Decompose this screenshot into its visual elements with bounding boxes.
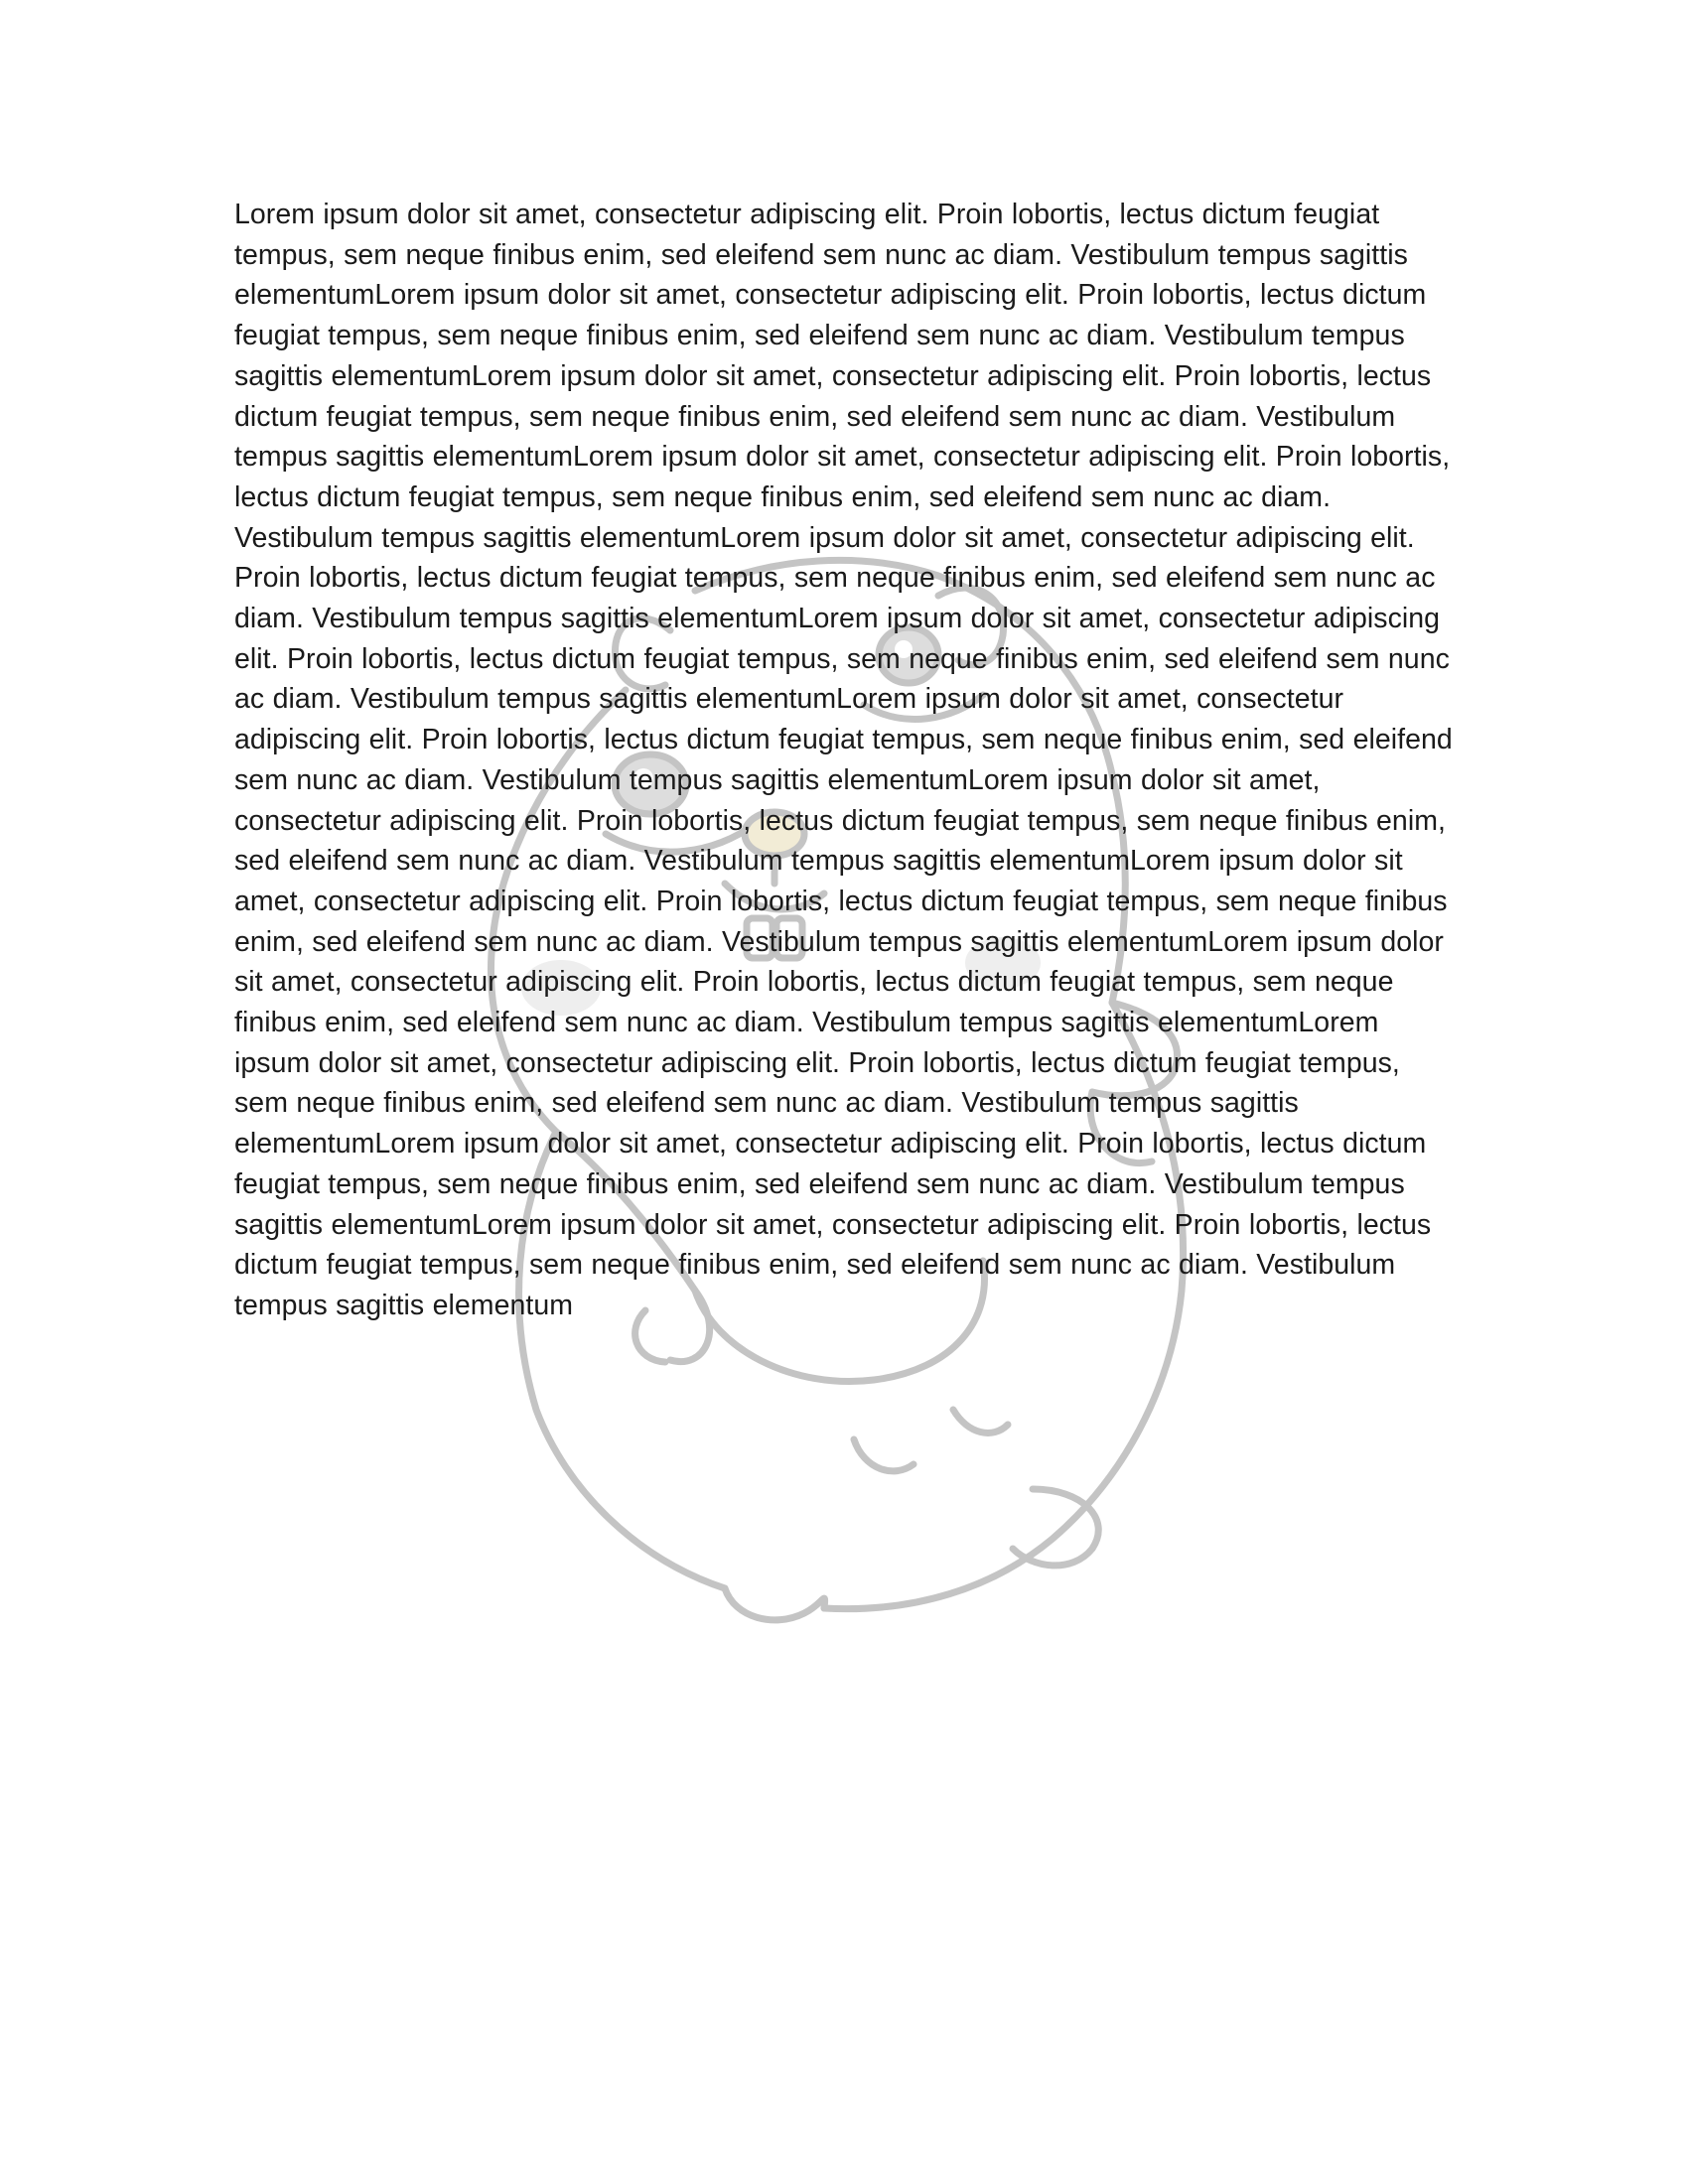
body-paragraph: Lorem ipsum dolor sit amet, consectetur adipiscing elit. Proin lobortis, lectus dictum feugiat tempus, sem neque finibus enim, sed eleifend sem nunc ac diam. Vestibulum tempus sagittis elementumLorem ipsum dolor sit amet, consectetur adipiscing elit. Proin lobortis, lectus dictum feugiat tempus, sem neque finibus enim, sed eleifend sem nunc ac diam. Vestibulum tempus sagittis elementumLorem ipsum dolor sit amet, consectetur adipiscing elit. Proin lobortis, lectus dictum feugiat tempus, sem neque finibus enim, sed eleifend sem nunc ac diam. Vestibulum tempus sagittis elementumLorem ipsum dolor sit amet, consectetur adipiscing elit. Proin lobortis, lectus dictum feugiat tempus, sem neque finibus enim, sed eleifend sem nunc ac diam. Vestibulum tempus sagittis elementumLorem ipsum dolor sit amet, consectetur adipiscing elit. Proin lobortis, lectus dictum feugiat tempus, sem neque finibus enim, sed eleifend sem nunc ac diam. Vestibulum tempus sagittis elementumLorem ipsum dolor sit amet, consectetur adipiscing elit. Proin lobortis, lectus dictum feugiat tempus, sem neque finibus enim, sed eleifend sem nunc ac diam. Vestibulum tempus sagittis elementumLorem ipsum dolor sit amet, consectetur adipiscing elit. Proin lobortis, lectus dictum feugiat tempus, sem neque finibus enim, sed eleifend sem nunc ac diam. Vestibulum tempus sagittis elementumLorem ipsum dolor sit amet, consectetur adipiscing elit. Proin lobortis, lectus dictum feugiat tempus, sem neque finibus enim, sed eleifend sem nunc ac diam. Vestibulum tempus sagittis elementumLorem ipsum dolor sit amet, consectetur adipiscing elit. Proin lobortis, lectus dictum feugiat tempus, sem neque finibus enim, sed eleifend sem nunc ac diam. Vestibulum tempus sagittis elementumLorem ipsum dolor sit amet, consectetur adipiscing elit. Proin lobortis, lectus dictum feugiat tempus, sem neque finibus enim, sed eleifend sem nunc ac diam. Vestibulum tempus sagittis elementumLorem ipsum dolor sit amet, consectetur adipiscing elit. Proin lobortis, lectus dictum feugiat tempus, sem neque finibus enim, sed eleifend sem nunc ac diam. Vestibulum tempus sagittis elementumLorem ipsum dolor sit amet, consectetur adipiscing elit. Proin lobortis, lectus dictum feugiat tempus, sem neque finibus enim, sed eleifend sem nunc ac diam. Vestibulum tempus sagittis elementumLorem ipsum dolor sit amet, consectetur adipiscing elit. Proin lobortis, lectus dictum feugiat tempus, sem neque finibus enim, sed eleifend sem nunc ac diam. Vestibulum tempus sagittis elementum xyxy=(234,199,1453,1321)
